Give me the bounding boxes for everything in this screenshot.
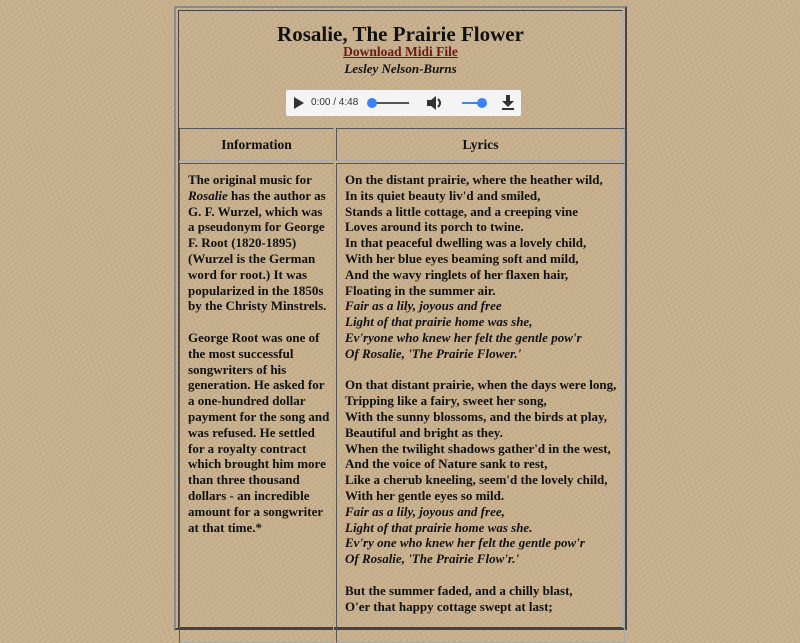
text-line: On the distant prairie, where the heather wild,: [345, 172, 603, 187]
song-title-italic: Rosalie: [188, 187, 228, 203]
text-line: O'er that happy cottage swept at last;: [345, 598, 553, 614]
text-line: When the twilight shadows gather'd in the west,: [345, 440, 611, 456]
text-line: Like a cherub kneeling, seem'd the lovely child,: [345, 472, 608, 488]
main-table: [174, 6, 627, 630]
text-line: payment for the song and: [188, 408, 330, 424]
verse-1: [345, 172, 624, 298]
download-midi-link[interactable]: Download Midi File: [343, 44, 458, 59]
text-line: And the wavy ringlets of her flaxen hair,: [345, 266, 569, 282]
text-line: popularized in the 1850s: [188, 282, 324, 298]
text-line: With her blue eyes beaming soft and mild,: [345, 250, 579, 266]
text-line: by the Christy Minstrels.: [188, 298, 327, 314]
text-line: the most successful: [188, 345, 294, 361]
text-line: Beautiful and bright as they.: [345, 424, 503, 440]
text-line: was refused. He settled: [188, 424, 315, 440]
text-line: In its quiet beauty liv'd and smiled,: [345, 187, 541, 203]
chorus-2: [345, 504, 624, 567]
text-line: Fair as a lily, joyous and free: [345, 298, 502, 314]
lyrics-header: Lyrics: [336, 128, 625, 161]
audio-player: [286, 90, 521, 116]
volume-icon[interactable]: [427, 96, 443, 110]
text-line: which brought him more: [188, 456, 326, 472]
text-line: than three thousand: [188, 472, 300, 488]
text-line: And the voice of Nature sank to rest,: [345, 456, 548, 472]
text-line: a one-hundred dollar: [188, 393, 306, 409]
text-line: amount for a songwriter: [188, 503, 324, 519]
text-line: On that distant prairie, when the days were long,: [345, 377, 617, 393]
text-line: Light of that prairie home was she,: [345, 314, 533, 330]
text-line: word for root.) It was: [188, 266, 308, 282]
text-line: G. F. Wurzel, which was: [188, 203, 323, 219]
info-paragraph-1: [188, 204, 333, 315]
text-line: Of Rosalie, 'The Prairie Flow'r.': [345, 551, 520, 567]
text-line: Fair as a lily, joyous and free,: [345, 503, 505, 519]
info-text: has the author as: [227, 187, 326, 203]
text-line: With the sunny blossoms, and the birds at play,: [345, 408, 608, 424]
volume-thumb[interactable]: [477, 98, 487, 108]
download-icon[interactable]: [502, 95, 514, 110]
text-line: Stands a little cottage, and a creeping vine: [345, 203, 579, 219]
text-line: With her gentle eyes so mild.: [345, 487, 505, 503]
text-line: Ev'ry one who knew her felt the gentle pow'r: [345, 535, 585, 551]
text-line: a pseudonym for George: [188, 219, 325, 235]
text-line: (Wurzel is the German: [188, 250, 316, 266]
text-line: Light of that prairie home was she.: [345, 519, 533, 535]
chorus-1: [345, 298, 624, 361]
text-line: In that peaceful dwelling was a lovely child,: [345, 235, 587, 251]
information-header: Information: [179, 128, 334, 161]
page-title: Rosalie, The Prairie Flower: [277, 22, 524, 46]
play-icon[interactable]: [294, 97, 304, 109]
text-line: Floating in the summer air.: [345, 282, 496, 298]
lyrics-cell: [336, 163, 625, 643]
text-line: F. Root (1820-1895): [188, 235, 297, 251]
verse-2: [345, 377, 624, 503]
text-line: Of Rosalie, 'The Prairie Flower.': [345, 345, 522, 361]
info-line: The original music for: [188, 172, 312, 187]
time-display: 0:00 / 4:48: [311, 97, 359, 108]
information-cell: [179, 163, 334, 643]
text-line: songwriters of his: [188, 361, 287, 377]
info-line: [188, 188, 333, 204]
text-line: for a royalty contract: [188, 440, 307, 456]
text-line: But the summer faded, and a chilly blast,: [345, 582, 573, 598]
text-line: at that time.*: [188, 519, 263, 535]
text-line: Tripping like a fairy, sweet her song,: [345, 393, 547, 409]
text-line: Loves around its porch to twine.: [345, 219, 524, 235]
text-line: George Root was one of: [188, 329, 320, 345]
text-line: generation. He asked for: [188, 377, 325, 393]
text-line: Ev'ryone who knew her felt the gentle pow'r: [345, 329, 582, 345]
verse-3: [345, 583, 624, 615]
author: Lesley Nelson-Burns: [344, 61, 457, 76]
progress-thumb[interactable]: [367, 98, 377, 108]
info-paragraph-2: [188, 330, 333, 535]
text-line: dollars - an incredible: [188, 487, 310, 503]
